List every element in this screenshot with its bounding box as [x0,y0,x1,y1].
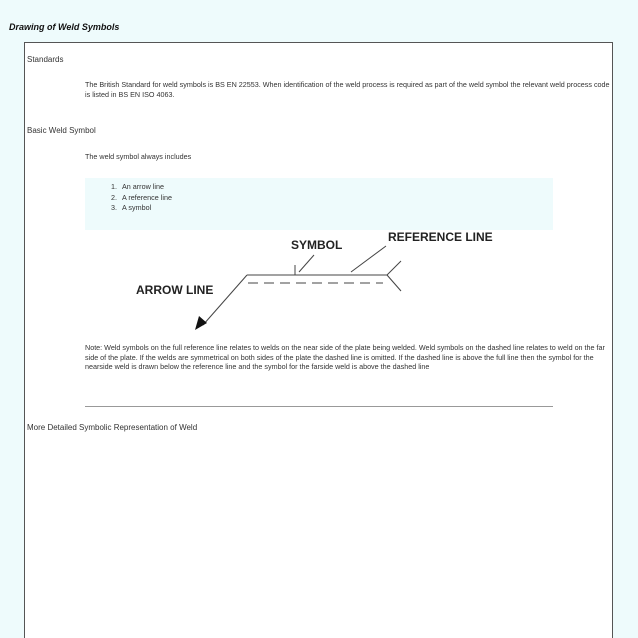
list-item [111,203,172,214]
section-divider [85,406,553,407]
reference-line-label: REFERENCE LINE [388,230,493,244]
list-item [111,193,172,204]
includes-list-box [85,178,553,230]
tail-upper-line [387,261,401,275]
arrowhead-icon [195,316,207,330]
page-title: Drawing of Weld Symbols [9,22,120,32]
content-frame [24,42,613,638]
list-item-label: An arrow line [122,182,164,191]
standards-text: The British Standard for weld symbols is BS EN 22553. When identification of the weld process is required as part of the weld symbol the relevant weld process code is listed in BS EN ISO 4063. [85,80,610,99]
list-item-number: 1. [111,182,117,191]
symbol-leader [299,255,314,272]
tail-lower-line [387,275,401,291]
basic-intro-text: The weld symbol always includes [85,152,192,161]
includes-list [111,182,172,214]
list-item [111,182,172,193]
standards-heading: Standards [27,55,64,64]
basic-weld-symbol-heading: Basic Weld Symbol [27,126,96,135]
reference-leader [351,246,386,272]
list-item-label: A reference line [122,192,172,202]
symbol-label: SYMBOL [291,238,343,252]
list-item-number: 2. [111,192,117,202]
weld-symbol-diagram [125,229,493,331]
detailed-representation-heading: More Detailed Symbolic Representation of Weld [27,423,198,432]
list-item-label: A symbol [122,203,152,212]
arrow-line-label: ARROW LINE [136,283,214,297]
note-text: Note: Weld symbols on the full reference line relates to welds on the near side of the plate being welded. Weld symbols on the dashed line relates to weld on the far side of the plate. If the welds are symmetrical on both sides of the plate the dashed line is omitted. If the dashed line is above the full line then the symbol for the nearside weld is drawn below the reference line and the symbol for the farside weld is above the dashed line [85,343,605,371]
list-item-number: 3. [111,203,117,212]
